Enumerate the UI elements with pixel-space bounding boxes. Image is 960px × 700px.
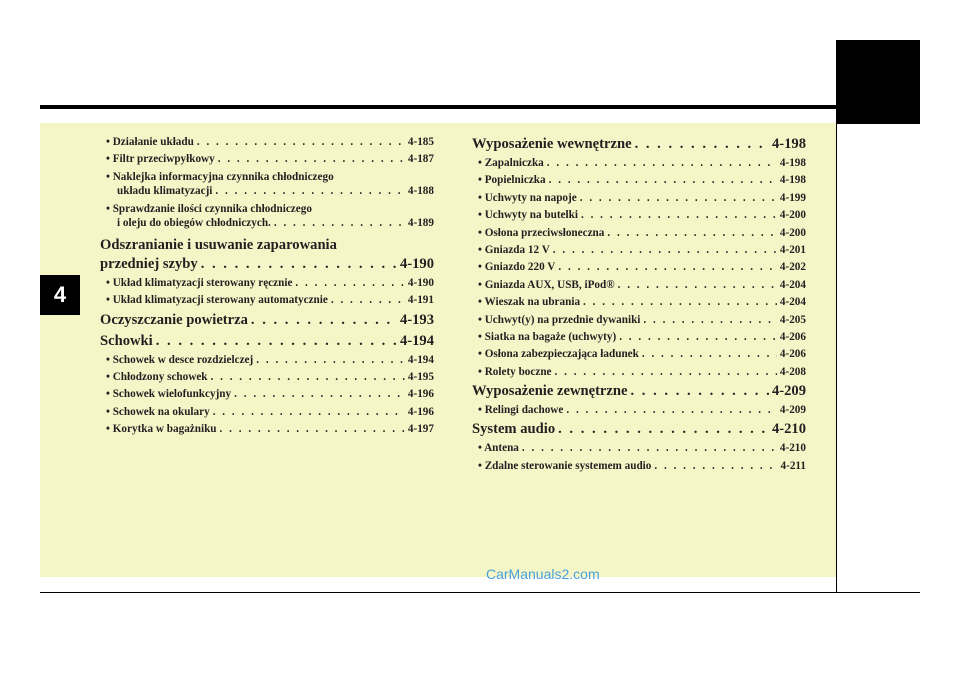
toc-entry[interactable]: • Osłona zabezpieczająca ładunek . . . 4-206 <box>472 348 806 365</box>
chapter-corner-block <box>836 40 920 124</box>
toc-entry[interactable]: • Gniazda 12 V . . . 4-201 <box>472 244 806 261</box>
toc-heading[interactable]: Wyposażenie zewnętrzne . . . 4-209 <box>472 383 806 404</box>
toc-heading[interactable]: Schowki . . . 4-194 <box>100 333 434 354</box>
toc-entry[interactable]: • Schowek wielofunkcyjny . . . 4-196 <box>100 388 434 405</box>
toc-entry[interactable]: • Uchwyty na napoje . . . 4-199 <box>472 192 806 209</box>
toc-entry[interactable]: • Rolety boczne . . . 4-208 <box>472 366 806 383</box>
toc-entry[interactable]: • Schowek na okulary . . . 4-196 <box>100 406 434 423</box>
toc-left-column <box>100 136 434 440</box>
toc-entry[interactable]: • Gniazda AUX, USB, iPod® . . . 4-204 <box>472 279 806 296</box>
toc-entry[interactable]: • Uchwyty na butelki . . . 4-200 <box>472 209 806 226</box>
chapter-tab: 4 <box>40 275 80 315</box>
bottom-rule <box>40 592 920 593</box>
toc-entry[interactable]: • Układ klimatyzacji sterowany ręcznie . . . 4-190 <box>100 277 434 294</box>
toc-entry[interactable]: • Antena . . . 4-210 <box>472 442 806 459</box>
toc-heading[interactable]: przedniej szyby . . . 4-190 <box>100 256 434 277</box>
toc-entry[interactable]: • Schowek w desce rozdzielczej . . . 4-194 <box>100 354 434 371</box>
toc-entry[interactable]: • Siatka na bagaże (uchwyty) . . . 4-206 <box>472 331 806 348</box>
toc-entry[interactable]: • Osłona przeciwsłoneczna . . . 4-200 <box>472 227 806 244</box>
toc-heading[interactable]: Oczyszczanie powietrza . . . 4-193 <box>100 312 434 333</box>
toc-entry[interactable]: • Działanie układu . . . 4-185 <box>100 136 434 153</box>
toc-entry-line: • Sprawdzanie ilości czynnika chłodniczego <box>106 202 312 215</box>
toc-entry[interactable]: • Gniazdo 220 V . . . 4-202 <box>472 261 806 278</box>
toc-entry[interactable]: • Wieszak na ubrania . . . 4-204 <box>472 296 806 313</box>
toc-entry[interactable]: • Uchwyt(y) na przednie dywaniki . . . 4-205 <box>472 314 806 331</box>
toc-entry[interactable]: • Popielniczka . . . 4-198 <box>472 174 806 191</box>
toc-entry[interactable]: układu klimatyzacji . . . 4-188 <box>100 185 434 202</box>
watermark-link[interactable]: CarManuals2.com <box>486 566 600 582</box>
toc-right-column <box>472 136 806 477</box>
toc-entry[interactable]: • Układ klimatyzacji sterowany automatycznie . . . 4-191 <box>100 294 434 311</box>
toc-entry[interactable]: • Filtr przeciwpyłkowy . . . 4-187 <box>100 153 434 170</box>
toc-entry[interactable]: • Zapalniczka . . . 4-198 <box>472 157 806 174</box>
toc-entry[interactable]: • Zdalne sterowanie systemem audio . . . 4-211 <box>472 460 806 477</box>
toc-heading[interactable]: Wyposażenie wewnętrzne . . . 4-198 <box>472 136 806 157</box>
right-divider <box>836 123 837 593</box>
toc-entry[interactable]: i oleju do obiegów chłodniczych. . . . 4-189 <box>100 217 434 234</box>
toc-entry[interactable]: • Chłodzony schowek . . . 4-195 <box>100 371 434 388</box>
toc-entry[interactable]: • Korytka w bagażniku . . . 4-197 <box>100 423 434 440</box>
toc-entry-line: • Naklejka informacyjna czynnika chłodniczego <box>106 170 334 183</box>
toc-entry[interactable]: • Relingi dachowe . . . 4-209 <box>472 404 806 421</box>
top-rule <box>40 105 920 109</box>
toc-heading[interactable]: System audio . . . 4-210 <box>472 421 806 442</box>
toc-heading-line: Odszranianie i usuwanie zaparowania <box>100 236 337 253</box>
